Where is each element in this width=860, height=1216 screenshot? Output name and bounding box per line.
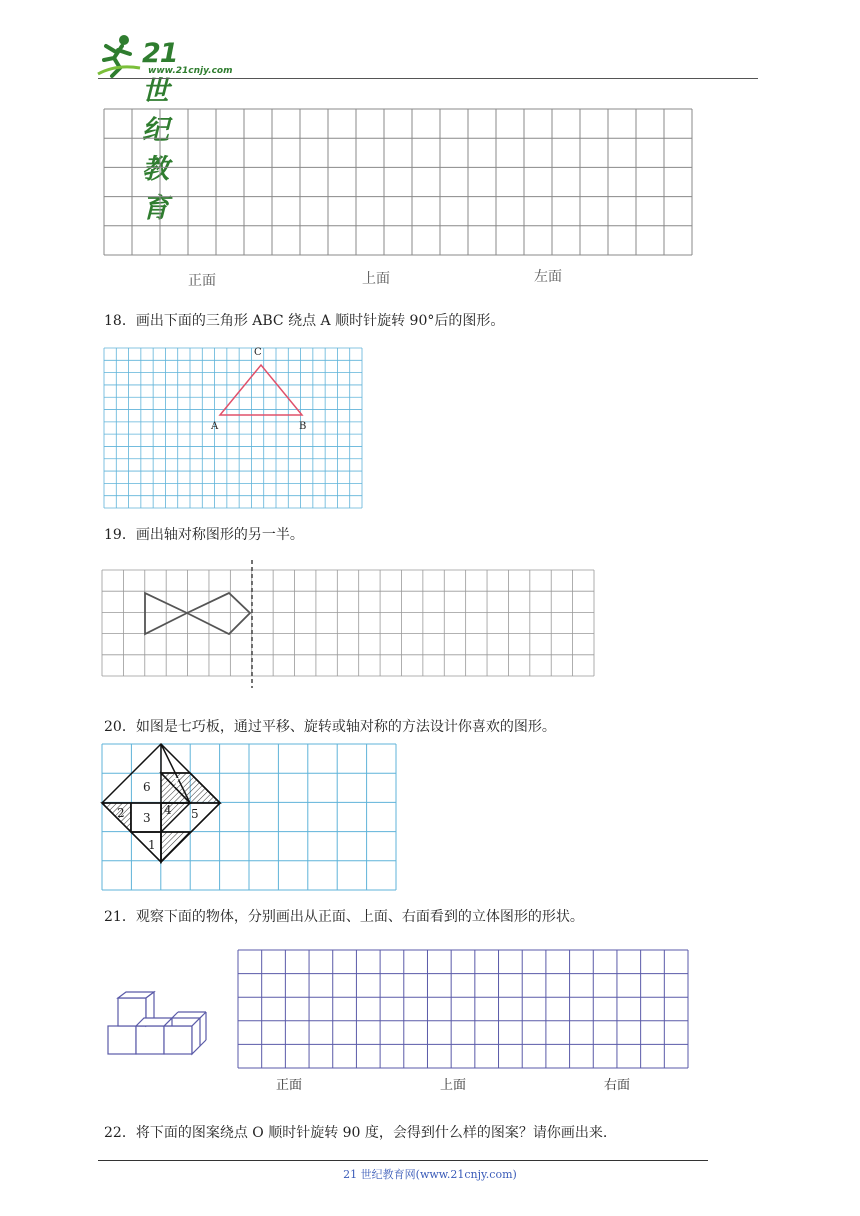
q22-text: 22．将下面的图案绕点 O 顺时针旋转 90 度，会得到什么样的图案？请你画出来. <box>104 1125 608 1141</box>
tangram-piece-4: 4 <box>164 803 172 817</box>
tangram-piece-1: 1 <box>148 838 156 852</box>
q21-view-right: 右面 <box>604 1078 631 1093</box>
tangram <box>102 744 220 862</box>
footer-text: 21 世纪教育网(www.21cnjy.com) <box>343 1168 517 1181</box>
q19-grid <box>102 570 598 690</box>
q18-text: 18．画出下面的三角形 ABC 绕点 A 顺时针旋转 90°后的图形。 <box>104 313 505 329</box>
q18-grid <box>104 348 366 512</box>
tangram-piece-6: 6 <box>143 780 151 794</box>
logo-url: www.21cnjy.com <box>148 66 233 76</box>
tangram-piece-2: 2 <box>117 806 125 820</box>
half-bowtie <box>145 593 250 634</box>
cube-solid <box>106 990 210 1062</box>
q19-text: 19．画出轴对称图形的另一半。 <box>104 527 304 543</box>
logo-text: 21世纪教育 <box>142 38 178 224</box>
runner-logo-icon <box>96 34 142 78</box>
q21-text: 21．观察下面的物体，分别画出从正面、上面、右面看到的立体图形的形状。 <box>104 909 584 925</box>
q17-grid <box>104 109 696 259</box>
tangram-piece-3: 3 <box>143 811 151 825</box>
q17-view-left: 左面 <box>534 269 562 285</box>
tangram-piece-5: 5 <box>191 807 199 821</box>
point-label-c: C <box>254 347 262 358</box>
footer-divider <box>98 1160 708 1161</box>
point-label-b: B <box>299 421 307 432</box>
q21-view-top: 上面 <box>440 1078 467 1093</box>
q20-text: 20．如图是七巧板，通过平移、旋转或轴对称的方法设计你喜欢的图形。 <box>104 719 556 735</box>
header-divider <box>98 78 758 79</box>
q17-view-top: 上面 <box>362 271 390 287</box>
q21-view-front: 正面 <box>276 1078 303 1093</box>
tangram-piece-7: 7 <box>172 776 180 790</box>
point-label-a: A <box>211 421 219 432</box>
q17-view-front: 正面 <box>188 273 216 289</box>
q21-grid <box>238 950 690 1070</box>
